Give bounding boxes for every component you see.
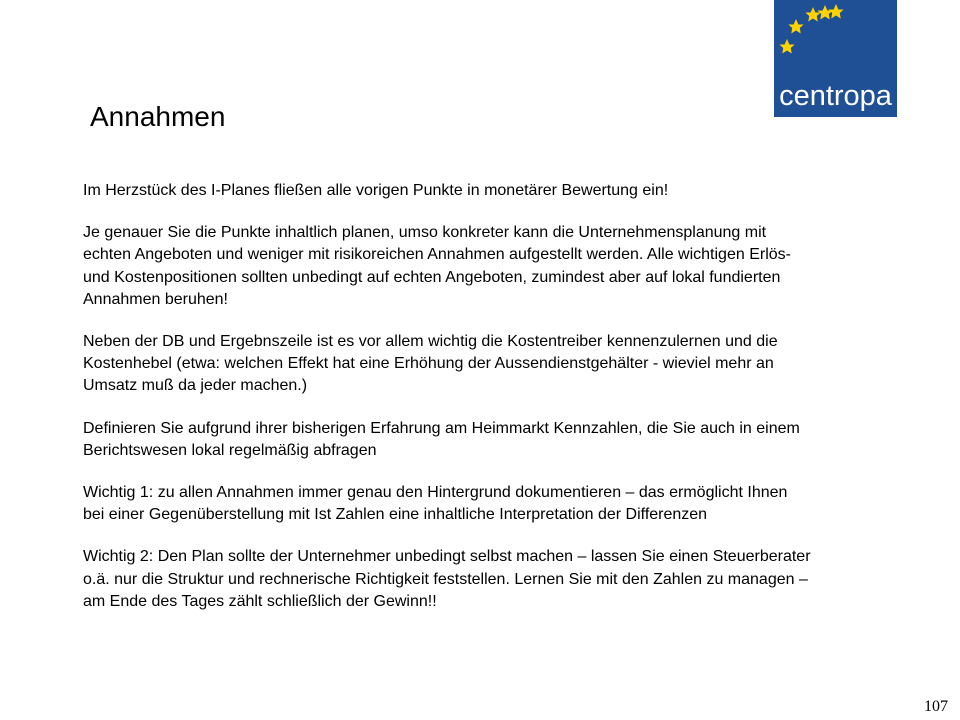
star-icon: [828, 4, 843, 18]
page-number: 107: [924, 698, 948, 715]
paragraph: Je genauer Sie die Punkte inhaltlich planen, umso konkreter kann die Unternehmensplanung mit echten Angeboten und weniger mit risikoreichen Annahmen aufgestellt werden. Alle wichtigen Erlös- und Kostenpositionen sollten unbedingt auf echten Angeboten, zumindest aber auf lokal fundierten Annahmen beruhen!: [83, 224, 791, 308]
logo-wordmark: centropa: [779, 80, 892, 112]
paragraph: Wichtig 1: zu allen Annahmen immer genau den Hintergrund dokumentieren – das ermöglicht Ihnen bei einer Gegenüberstellung mit Ist Zahlen eine inhaltliche Interpretation der Differenzen: [83, 484, 788, 524]
centropa-logo: [774, 0, 897, 117]
paragraph: Im Herzstück des I-Planes fließen alle vorigen Punkte in monetärer Bewertung ein!: [83, 182, 669, 199]
slide-body: [83, 180, 943, 633]
paragraph: Definieren Sie aufgrund ihrer bisherigen Erfahrung am Heimmarkt Kennzahlen, die Sie auch in einem Berichtswesen lokal regelmäßig abfragen: [83, 419, 800, 459]
slide-title: Annahmen: [90, 101, 226, 132]
star-icon: [788, 19, 803, 33]
star-icon: [779, 39, 794, 53]
star-icon: [817, 5, 832, 19]
eu-stars-icon: [774, 0, 897, 80]
paragraph: Neben der DB und Ergebnszeile ist es vor allem wichtig die Kostentreiber kennenzulernen und die Kostenhebel (etwa: welchen Effekt hat eine Erhöhung der Aussendienstgehälter - wieviel mehr an Umsatz muß da jeder machen.): [83, 333, 778, 395]
paragraph: Wichtig 2: Den Plan sollte der Unternehmer unbedingt selbst machen – lassen Sie einen Steuerberater o.ä. nur die Struktur und rechnerische Richtigkeit feststellen. Lernen Sie mit den Zahlen zu managen – am Ende des Tages zählt schließlich der Gewinn!!: [83, 548, 811, 610]
star-icon: [805, 7, 820, 21]
